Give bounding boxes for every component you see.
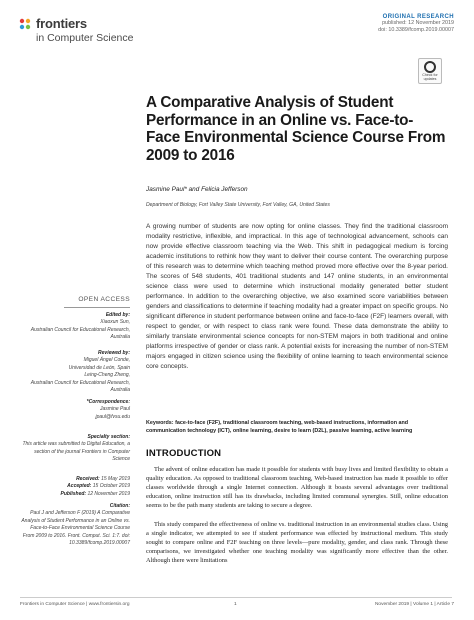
frontiers-logo-icon [18,17,32,31]
check-for-updates-button[interactable] [418,58,442,84]
keywords-label: Keywords: [146,420,174,426]
citation-label: Citation: [109,503,130,509]
intro-paragraph-1: The advent of online education has made it possible for students with busy lives and limited flexibility to obtain a quality education. As opposed to traditional classroom teaching, Web-based instruction has made it possible to offer classes worldwide through a single Internet connection. Although it boasts several advantages over traditional education, online instruction still has its drawbacks, including limited communal synergies. Still, online education seems to be the path many students are taking to secure a degree. [146,466,448,509]
dates-block [20,476,130,498]
reviewer-1-name: Miguel Ángel Conde, [83,357,130,364]
specialty-label: Specialty section: [87,434,130,440]
check-label-2: updates [423,77,437,81]
article-affiliation: Department of Biology, Fort Valley State University, Fort Valley, GA, United States [146,202,330,208]
reviewer-2-affiliation: Australian Council for Educational Research, Australia [30,379,130,394]
published-label: Published: [60,490,87,497]
keywords-list: face-to-face (F2F), traditional classroom teaching, web-based instructions, information and communication technology (ICT), online learning, desire to learn (D2L), passive learning, active learning [146,420,413,434]
correspondence-name: Jasmine Paul [99,406,130,413]
editor-name: Xiaoxun Sun, [100,319,130,326]
open-access-label: OPEN ACCESS [78,296,130,303]
journal-name: in Computer Science [36,32,134,44]
article-authors: Jasmine Paul* and Felicia Jefferson [146,186,248,193]
abstract: A growing number of students are now opting for online classes. They find the traditional classroom modality restrictive, inflexible, and impractical. In this age of technological advancement, schools can now provide effective classroom teaching via the Web. This shift in pedagogical medium is forcing academic institutions to rethink how they want to deliver their course content. The overarching purpose of this research was to determine which teaching method proved more effective over the 8-year period. The scores of 548 students, 401 traditional students and 147 online students, in an environmental science class were used to determine which instructional modality generated better student performance. In addition to the overarching objective, we also examined score variabilities between genders and classifications to determine if teaching modality had a greater impact on specific groups. No significant difference in student performance between online and face-to-face (F2F) learners overall, with respect to gender, or with respect to class rank were found. These data demonstrate the ability to similarly translate environmental science concepts for non-STEM majors in both traditional and online platforms irrespective of gender or class rank. A potential exists for increasing the number of non-STEM majors engaged in citizen science using the flexibility of online learning to teach environmental science core concepts. [146,223,448,370]
specialty-text: This article was submitted to Digital Education, a section of the journal Frontiers in Computer Science [22,441,130,463]
footer-issue-info: November 2019 | Volume 1 | Article 7 [374,602,454,607]
crossmark-icon [424,61,436,73]
correspondence-email[interactable]: jpaul@fvsu.edu [95,413,130,420]
reviewer-2-name: Leing-Cheng Zheng, [84,372,130,379]
published-date: 12 November 2019 [87,490,130,497]
page-number: 1 [234,602,237,607]
accepted-label: Accepted: [67,483,92,490]
intro-paragraph-2: This study compared the effectiveness of online vs. traditional instruction in an environmental studies class. Using a single indicator, we attempted to see if student performance was effected by instructional medium. This study sought to compare online and F2F teaching on three levels—pure modality, gender, and class rank. Through these comparisons, we investigated whether one teaching modality was significantly more effective than the other. Although there were limitations [146,521,448,564]
correspondence-label: *Correspondence: [86,399,130,405]
received-date: 15 May 2019 [101,476,130,482]
editor-block [20,312,130,342]
check-label-1: Check for [422,73,438,77]
section-heading-introduction: INTRODUCTION [146,448,222,459]
editor-affiliation: Australian Council for Educational Research, Australia [30,326,130,341]
footer-divider [20,597,452,598]
article-type: ORIGINAL RESEARCH [382,14,454,20]
article-title: A Comparative Analysis of Student Performance in an Online vs. Face-to-Face Environmental Science Course From 2009 to 2016 [146,94,446,164]
footer-journal-link[interactable]: Frontiers in Computer Science | www.frontiersin.org [20,602,130,607]
reviewer-1-affiliation: Universidad de León, Spain [68,364,130,371]
citation-text: Paul J and Jefferson F (2019) A Comparative Analysis of Student Performance in an Online vs. Face-to-Face Environmental Science Course From 2009 to 2016. Front. Comput. Sci. 1:7. doi: 10.3389/fcomp.2019.00007 [21,510,130,547]
journal-logo[interactable] [18,16,168,50]
received-label: Received: [76,476,100,482]
article-meta [254,14,454,34]
edited-by-label: Edited by: [105,312,130,318]
keywords [146,419,448,435]
reviewed-by-label: Reviewed by: [98,350,130,356]
accepted-date: 15 October 2019 [92,483,130,490]
published-line: published: 12 November 2019 [382,20,454,26]
brand-name: frontiers [36,16,87,31]
divider [64,307,130,308]
correspondence-block [20,399,130,421]
citation-block [20,503,130,547]
reviewers-block [20,350,130,394]
specialty-block [20,434,130,464]
doi-line[interactable]: doi: 10.3389/fcomp.2019.00007 [378,27,454,33]
